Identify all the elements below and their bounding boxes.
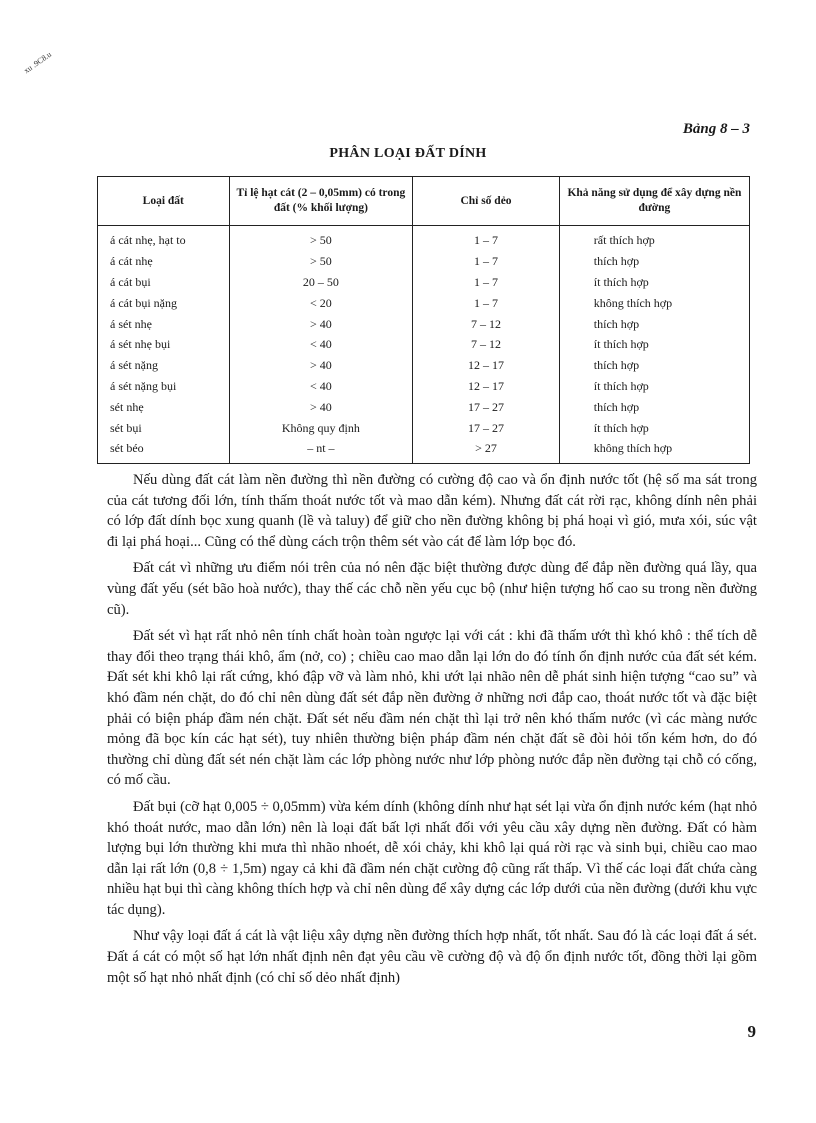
page-title: PHÂN LOẠI ĐẤT DÍNH xyxy=(329,146,487,161)
cell-sand-ratio: < 40 xyxy=(229,334,413,355)
header-soil-type: Loại đất xyxy=(98,177,230,226)
cell-usability: rất thích hợp xyxy=(559,226,749,251)
cell-sand-ratio: > 40 xyxy=(229,396,413,417)
cell-plasticity-index: 12 – 17 xyxy=(413,355,560,376)
cell-plasticity-index: 7 – 12 xyxy=(413,334,560,355)
cell-usability: thích hợp xyxy=(559,355,749,376)
cell-sand-ratio: 20 – 50 xyxy=(229,272,413,293)
cell-soil-type: á cát nhẹ, hạt to xyxy=(98,226,230,251)
table-row xyxy=(98,417,750,438)
cell-soil-type: á sét nhẹ bụi xyxy=(98,334,230,355)
cell-plasticity-index: 1 – 7 xyxy=(413,251,560,272)
table-row xyxy=(98,292,750,313)
cell-plasticity-index: 1 – 7 xyxy=(413,292,560,313)
cell-plasticity-index: 1 – 7 xyxy=(413,226,560,251)
cell-soil-type: sét bụi xyxy=(98,417,230,438)
cell-usability: thích hợp xyxy=(559,396,749,417)
table-row xyxy=(98,355,750,376)
table-row xyxy=(98,438,750,463)
soil-classification-table xyxy=(97,176,750,464)
cell-soil-type: á sét nặng bụi xyxy=(98,376,230,397)
cell-sand-ratio: > 50 xyxy=(229,226,413,251)
cell-usability: không thích hợp xyxy=(559,438,749,463)
cell-soil-type: á cát bụi xyxy=(98,272,230,293)
paragraph: Như vậy loại đất á cát là vật liệu xây dựng nền đường thích hợp nhất, tốt nhất. Sau đó là các loại đất á sét. Đất á cát có một số hạt lớn nhất định nên đạt yêu cầu về cường độ và độ ổn định nước tốt, đồng thời lại gồm một số hạt nhỏ nhất định (có chỉ số dẻo nhất định) xyxy=(107,928,757,986)
cell-usability: không thích hợp xyxy=(559,292,749,313)
cell-plasticity-index: 7 – 12 xyxy=(413,313,560,334)
cell-soil-type: á sét nặng xyxy=(98,355,230,376)
corner-mark: xu .9C8.u xyxy=(22,49,54,76)
cell-sand-ratio: > 50 xyxy=(229,251,413,272)
table-row xyxy=(98,334,750,355)
table-row xyxy=(98,313,750,334)
table-label: Bảng 8 – 3 xyxy=(682,121,750,137)
paragraph: Đất cát vì những ưu điểm nói trên của nó nên đặc biệt thường được dùng để đắp nền đường quá lầy, qua vùng đất yếu (sét bão hoà nước), thay thế các chỗ nền yếu cục bộ (như hiện tượng hố cao su trong nền đường cũ). xyxy=(107,560,757,618)
paragraph: Đất sét vì hạt rất nhỏ nên tính chất hoàn toàn ngược lại với cát : khi đã thấm ướt thì khó khô : thể tích dễ thay đổi theo trạng thái khô, ẩm (nở, co) ; chiều cao mao dẫn lại lớn do đó tính ổn định nước của đất sét kém. Đất sét khi khô lại rất cứng, khó đập vỡ và làm nhỏ, khi ướt lại nhão nên dễ phát sinh hiện tượng “cao su” và khó đầm nén chặt, do đó chỉ nên dùng đất sét đắp nền đường ở những nơi đắp cao, thoát nước tốt và đặc biệt phải có biện pháp đầm nén chặt. Đất sét nếu đầm nén chặt thì lại trở nên khó thấm nước (vì các màng nước mỏng đã bọc kín các hạt sét), tuy nhiên thường biện pháp đầm nén chặt đất sẽ đòi hỏi tốn kém hơn, do đó thường chỉ dùng đất sét nén chặt làm các lớp phòng nước như lớp phòng nước đắp nền đường tại chỗ có cống, có mố cầu. xyxy=(107,628,757,789)
table-row xyxy=(98,396,750,417)
cell-sand-ratio: Không quy định xyxy=(229,417,413,438)
cell-sand-ratio: < 20 xyxy=(229,292,413,313)
table-header-row xyxy=(98,177,750,226)
cell-plasticity-index: > 27 xyxy=(413,438,560,463)
cell-usability: ít thích hợp xyxy=(559,334,749,355)
table-row xyxy=(98,376,750,397)
cell-usability: ít thích hợp xyxy=(559,272,749,293)
cell-usability: ít thích hợp xyxy=(559,376,749,397)
header-usability: Khả năng sử dụng để xây dựng nền đường xyxy=(559,177,749,226)
cell-usability: ít thích hợp xyxy=(559,417,749,438)
page-number: 9 xyxy=(747,1022,756,1041)
cell-plasticity-index: 1 – 7 xyxy=(413,272,560,293)
header-plasticity-index: Chỉ số dẻo xyxy=(413,177,560,226)
header-sand-ratio: Tỉ lệ hạt cát (2 – 0,05mm) có trong đất (% khối lượng) xyxy=(229,177,413,226)
body-text xyxy=(107,470,757,994)
cell-usability: thích hợp xyxy=(559,251,749,272)
cell-plasticity-index: 17 – 27 xyxy=(413,396,560,417)
table-row xyxy=(98,272,750,293)
paragraph: Nếu dùng đất cát làm nền đường thì nền đường có cường độ cao và ổn định nước tốt (hệ số ma sát trong của cát tương đối lớn, tính thấm thoát nước tốt và mao dẫn kém). Nhưng đất cát rời rạc, không dính nên phải có lớp đất dính bọc xung quanh (lề và taluy) để giữ cho nền đường không bị phá hoại vì gió, mưa xói, súc vật đi lại phá hoại... Cũng có thể dùng cách trộn thêm sét vào cát để làm lớp bọc đó. xyxy=(107,472,757,550)
paragraph: Đất bụi (cỡ hạt 0,005 ÷ 0,05mm) vừa kém dính (không dính như hạt sét lại vừa ổn định nước kém (hạt nhỏ khó thoát nước, mao dẫn lớn) nên là loại đất bất lợi nhất đối với yêu cầu xây dựng nền đường. Đất có hàm lượng bụi lớn thường khi mưa thì nhão nhoét, dễ xói chảy, khi khô lại quá rời rạc và sinh bụi, chiều cao mao dẫn lại rất lớn (0,8 ÷ 1,5m) ngay cả khi đã đầm nén chặt cường độ cũng rất thấp. Vì thế các loại đất chứa càng nhiều hạt bụi thì càng không thích hợp và chỉ nên dùng để xây dựng các lớp dưới của nền đường (dưới khu vực tác dụng). xyxy=(107,798,757,918)
cell-sand-ratio: – nt – xyxy=(229,438,413,463)
cell-soil-type: sét béo xyxy=(98,438,230,463)
table-row xyxy=(98,226,750,251)
cell-soil-type: á cát nhẹ xyxy=(98,251,230,272)
cell-plasticity-index: 17 – 27 xyxy=(413,417,560,438)
table-row xyxy=(98,251,750,272)
cell-plasticity-index: 12 – 17 xyxy=(413,376,560,397)
cell-soil-type: á cát bụi nặng xyxy=(98,292,230,313)
cell-sand-ratio: > 40 xyxy=(229,355,413,376)
cell-sand-ratio: < 40 xyxy=(229,376,413,397)
cell-usability: thích hợp xyxy=(559,313,749,334)
cell-soil-type: sét nhẹ xyxy=(98,396,230,417)
cell-sand-ratio: > 40 xyxy=(229,313,413,334)
cell-soil-type: á sét nhẹ xyxy=(98,313,230,334)
